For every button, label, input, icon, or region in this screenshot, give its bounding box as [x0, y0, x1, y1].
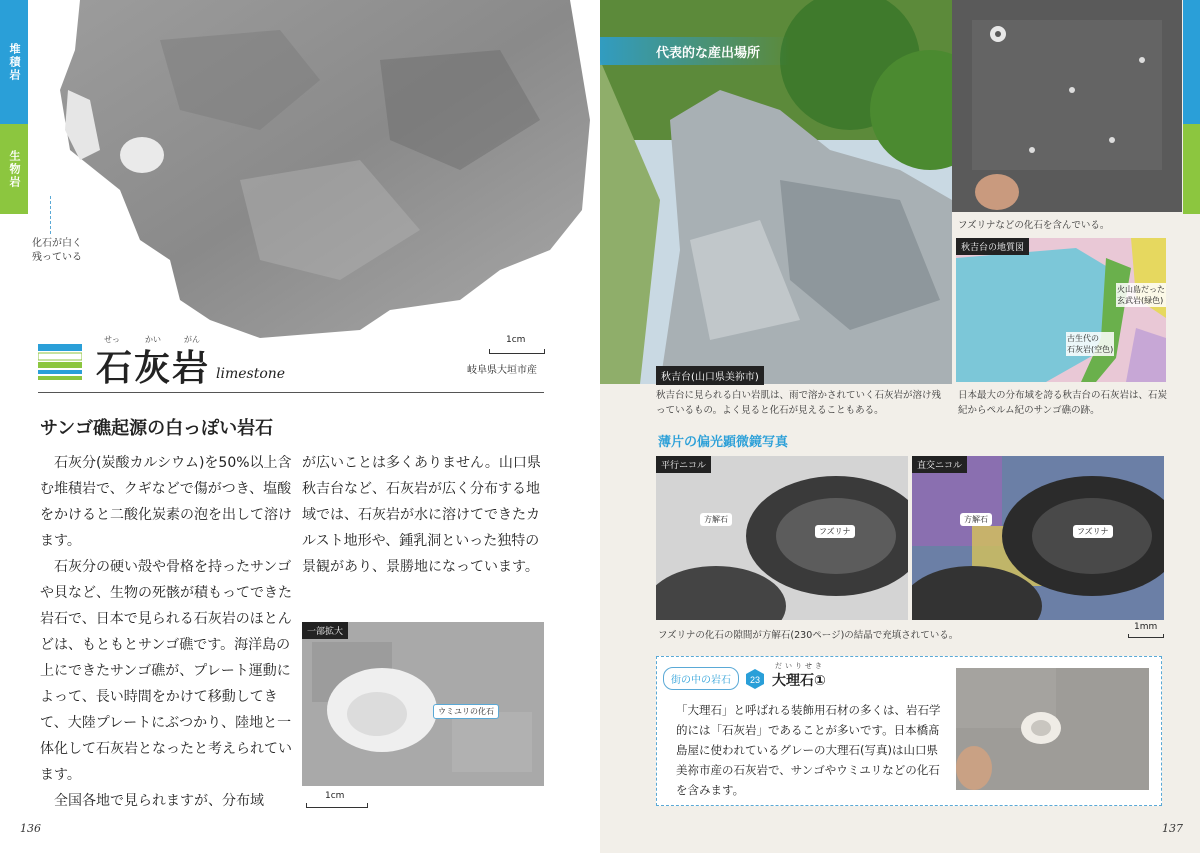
geologic-map-tag: 秋吉台の地質図	[956, 238, 1029, 255]
crinoid-fossil-label: ウミユリの化石	[433, 704, 499, 719]
english-title: limestone	[216, 366, 286, 382]
closeup-scale-bar	[306, 803, 368, 808]
microscope-caption: フズリナの化石の隙間が方解石(230ページ)の結晶で充填されている。	[658, 630, 959, 641]
specimen-scale-label: 1cm	[506, 335, 526, 345]
landscape-location-tag: 秋吉台(山口県美祢市)	[656, 366, 764, 385]
limestone-map-label	[1066, 332, 1114, 356]
fusulina-label-parallel: フズリナ	[815, 525, 855, 538]
fusulina-caption: フズリナなどの化石を含んでいる。	[958, 220, 1110, 231]
calcite-label-parallel: 方解石	[700, 513, 732, 526]
representative-location-banner: 代表的な産出場所	[600, 37, 790, 65]
body-paragraph-3: 全国各地で見られますが、分布域	[54, 793, 264, 809]
box-title-ruby: だいりせき	[775, 662, 825, 670]
right-category-tab	[1183, 0, 1200, 124]
title-ruby-2: かい	[145, 335, 161, 344]
page-number-right: 137	[1162, 822, 1183, 835]
title-divider	[38, 392, 544, 393]
closeup-photo	[302, 622, 544, 786]
page-number-left: 136	[20, 822, 41, 835]
title-ruby-1: せっ	[104, 335, 120, 344]
body-column-2: が広いことは多くありません。山口県秋吉台など、石灰岩が広く分布する地域では、石灰岩が水に溶けてできたカルスト地形や、鍾乳洞といった独特の景観があり、景勝地になっています。	[302, 455, 541, 575]
map-caption: 日本最大の分布域を誇る秋吉台の石灰岩は、石炭紀からペルム紀のサンゴ礁の跡。	[958, 390, 1168, 416]
body-paragraph-1: 石灰分(炭酸カルシウム)を50%以上含む堆積岩で、クギなどで傷がつき、塩酸をかけると二酸化炭素の泡を出して溶けます。	[40, 455, 292, 549]
calcite-label-crossed: 方解石	[960, 513, 992, 526]
box-text: 「大理石」と呼ばれる装飾用石材の多くは、岩石学的には「石灰岩」であることが多いです。日本橋髙島屋に使われているグレーの大理石(写真)は山口県美祢市産の石灰岩で、サンゴやウミユリなどの化石を含みます。	[676, 703, 941, 797]
category-tab[interactable]: 堆積岩	[0, 0, 28, 124]
microscope-heading: 薄片の偏光顕微鏡写真	[658, 435, 789, 450]
basalt-label	[1116, 283, 1166, 307]
specimen-scale-bar	[489, 349, 545, 354]
page-title: 石灰岩	[96, 347, 211, 389]
callout-line-2: 残っている	[32, 252, 82, 263]
body-paragraph-2: 石灰分の硬い殻や骨格を持ったサンゴや貝など、生物の死骸が積もってできた岩石で、日本で見られる石灰岩のほとんどは、もともとサンゴ礁です。海洋島の上にできたサンゴ礁が、プレート運動によって、長い時間をかけて移動してきて、大陸プレートにぶつかり、陸地と一体化して石灰岩となったと考えられています。	[40, 559, 292, 783]
basalt-label-line-1: 火山島だった	[1117, 285, 1165, 294]
crossed-nicol-photo	[912, 456, 1164, 620]
limestone-map-label-line-1: 古生代の	[1067, 334, 1099, 343]
closeup-tag: 一部拡大	[302, 622, 348, 639]
parallel-nicol-photo	[656, 456, 908, 620]
limestone-map-label-line-2: 石灰岩(空色)	[1067, 345, 1114, 354]
article-headline: サンゴ礁起源の白っぽい岩石	[40, 418, 274, 439]
callout-line	[50, 196, 51, 234]
limestone-specimen-image	[60, 0, 590, 340]
fusulina-label-crossed: フズリナ	[1073, 525, 1113, 538]
title-ruby-3: がん	[184, 335, 200, 344]
town-rock-badge: 街の中の岩石	[663, 667, 739, 690]
callout-line-1: 化石が白く	[32, 238, 82, 249]
number-hexagon-icon	[744, 668, 766, 690]
basalt-label-line-2: 玄武岩(緑色)	[1117, 296, 1164, 305]
specimen-locality: 岐阜県大垣市産	[467, 365, 537, 376]
closeup-scale-label: 1cm	[325, 791, 345, 801]
marble-photo	[956, 668, 1149, 790]
fusulina-rock-photo	[952, 0, 1182, 212]
geologic-map	[956, 238, 1166, 382]
body-column-1	[40, 450, 292, 814]
crossed-nicol-tag: 直交ニコル	[912, 456, 967, 473]
parallel-nicol-tag: 平行ニコル	[656, 456, 711, 473]
fossil-callout	[32, 237, 82, 265]
microscope-scale-bar	[1128, 634, 1164, 638]
right-subcategory-tab	[1183, 124, 1200, 214]
subcategory-tab[interactable]: 生物岩	[0, 124, 28, 214]
box-title: 大理石①	[772, 673, 826, 689]
landscape-caption: 秋吉台に見られる白い岩肌は、雨で溶かされていく石灰岩が溶け残っているもの。よく見ると化石が見えることもある。	[656, 390, 942, 416]
microscope-scale-label: 1mm	[1134, 622, 1158, 632]
box-number: 23	[749, 675, 761, 685]
sedimentary-strata-icon	[38, 344, 82, 380]
